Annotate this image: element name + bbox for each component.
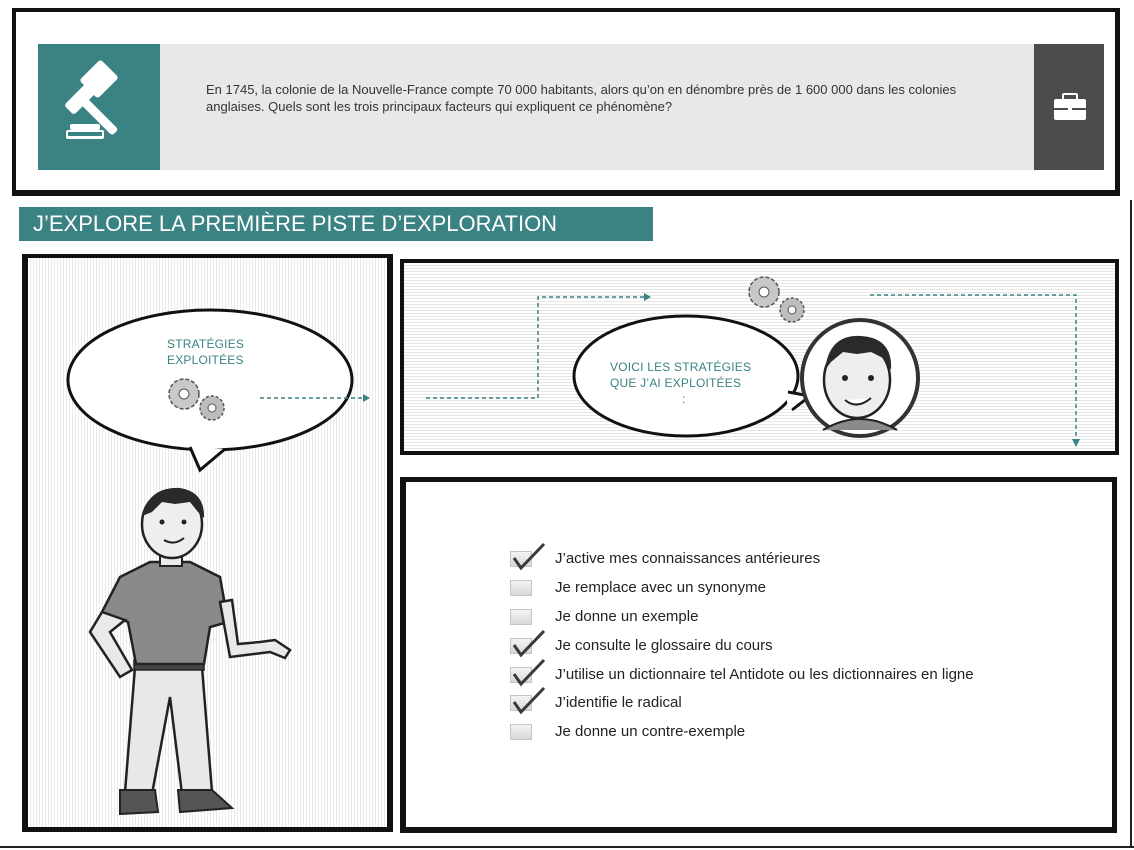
page-border-bottom	[0, 846, 1134, 848]
gears-icon	[162, 374, 232, 424]
question-text: En 1745, la colonie de la Nouvelle-France compte 70 000 habitants, alors qu’on en dénombre près de 1 600 000 dans les colonies anglaises. Quels sont les trois principaux facteurs qui expliquent ce phénomène?	[206, 82, 957, 114]
strategy-item[interactable]	[508, 721, 1028, 743]
checkmark-icon	[508, 544, 548, 572]
strategy-item[interactable]	[508, 692, 1028, 714]
strategy-label: Je donne un contre-exemple	[555, 723, 746, 740]
left-bubble-line1: STRATÉGIES	[167, 337, 245, 351]
section-header: J’EXPLORE LA PREMIÈRE PISTE D’EXPLORATION	[19, 207, 653, 241]
checkmark-icon	[508, 631, 548, 659]
man-figure-illustration	[80, 482, 300, 822]
gavel-box	[38, 44, 160, 170]
strategy-label: J’utilise un dictionnaire tel Antidote ou les dictionnaires en ligne	[555, 666, 974, 683]
question-panel	[12, 8, 1120, 196]
strategy-label: Je consulte le glossaire du cours	[555, 637, 773, 654]
checkbox[interactable]	[510, 724, 532, 740]
briefcase-icon	[1034, 44, 1104, 170]
left-bubble-line2: EXPLOITÉES	[167, 353, 244, 367]
right-bubble-line2: QUE J’AI EXPLOITÉES	[610, 376, 742, 390]
page-border-right	[1130, 200, 1132, 846]
strategy-label: Je remplace avec un synonyme	[555, 579, 766, 596]
right-bubble-line1: VOICI LES STRATÉGIES	[610, 360, 752, 374]
checkbox[interactable]	[510, 580, 532, 596]
checkmark-icon	[508, 688, 548, 716]
strategy-item[interactable]	[508, 606, 1028, 628]
checkmark-icon	[508, 660, 548, 688]
question-band	[38, 44, 1104, 170]
avatar	[795, 318, 925, 440]
strategy-item[interactable]	[508, 548, 1028, 570]
strategy-item[interactable]	[508, 577, 1028, 599]
strategy-item[interactable]	[508, 664, 1028, 686]
checkbox[interactable]	[510, 609, 532, 625]
strategy-label: J’active mes connaissances antérieures	[555, 550, 821, 567]
strategy-item[interactable]	[508, 635, 1028, 657]
right-bubble-line3: :	[682, 392, 686, 406]
briefcase-box	[1034, 44, 1104, 170]
strategy-label: Je donne un exemple	[555, 608, 699, 625]
strategy-label: J’identifie le radical	[555, 694, 682, 711]
gavel-icon	[38, 44, 160, 170]
